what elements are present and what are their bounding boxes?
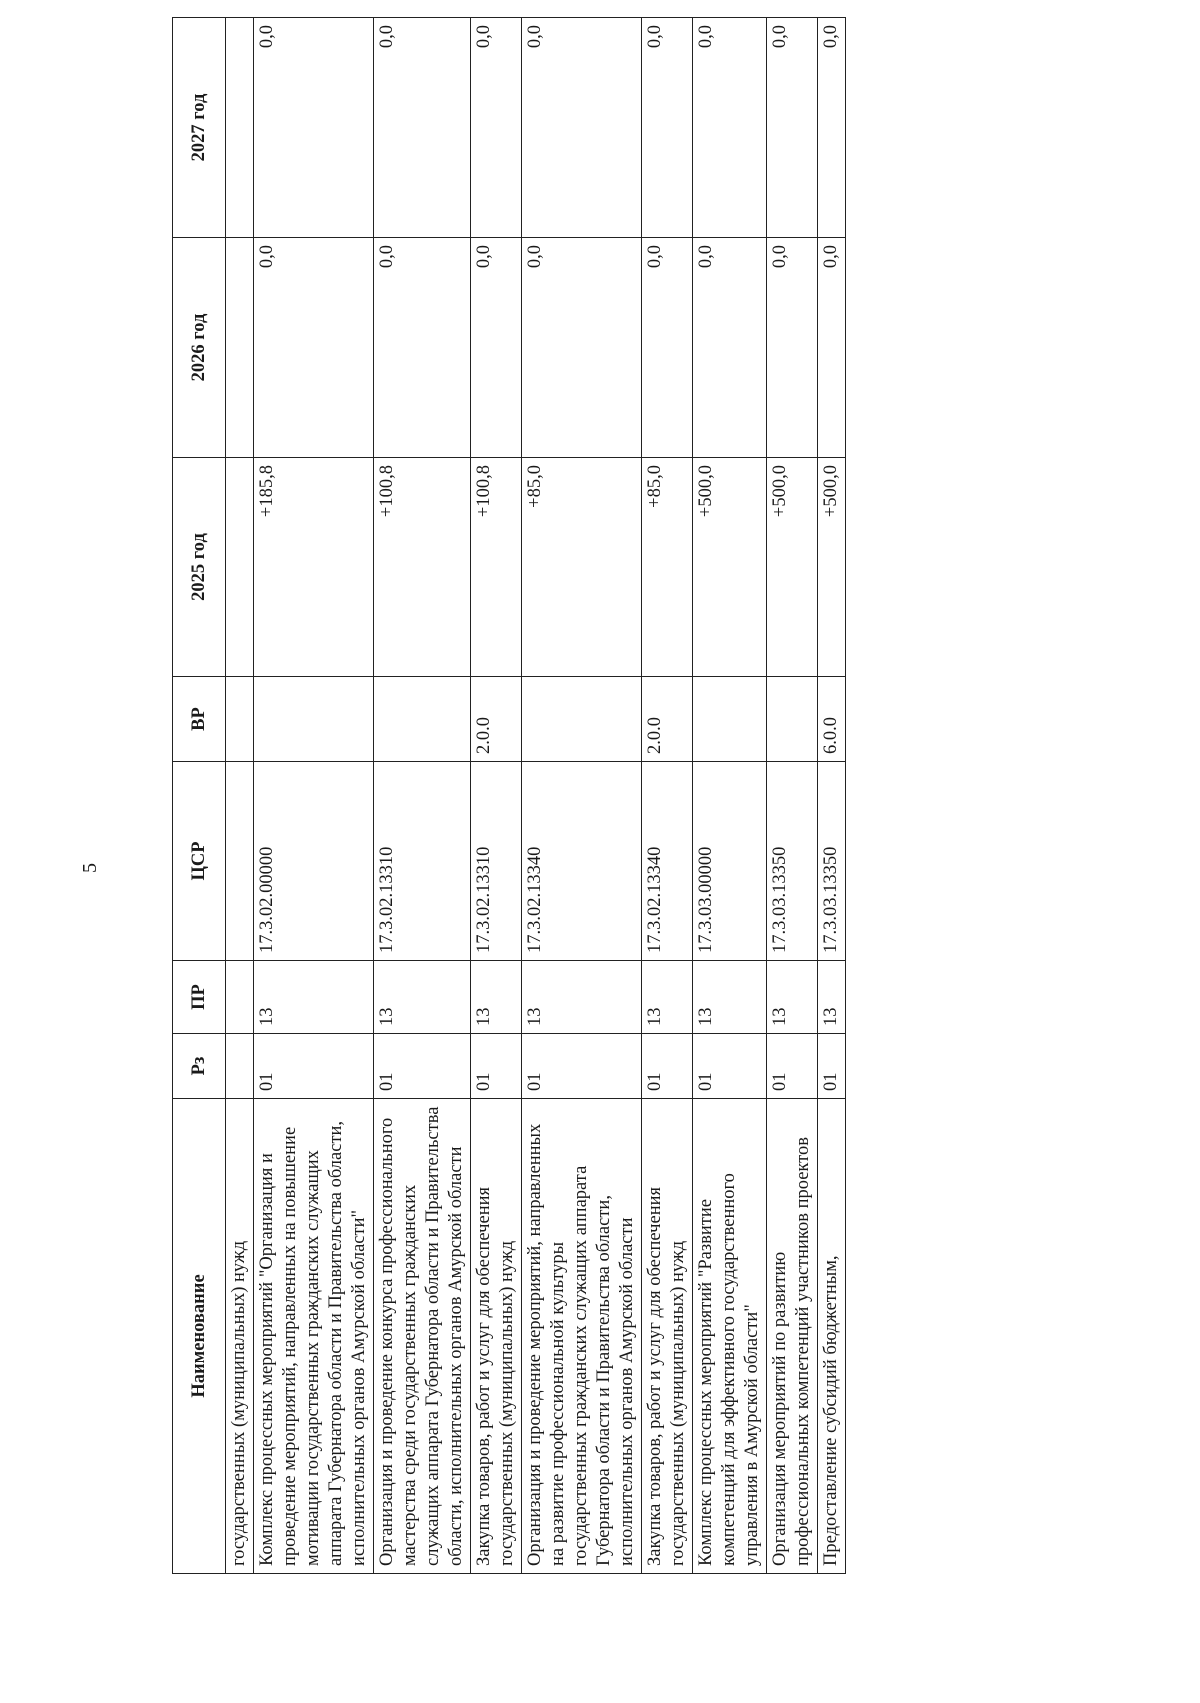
cell-rz: 01 [254, 1034, 374, 1099]
cell-csr: 17.3.03.00000 [693, 762, 767, 961]
cell-2026: 0,0 [693, 238, 767, 458]
cell-pr: 13 [522, 961, 642, 1034]
cell-csr: 17.3.03.13350 [818, 762, 846, 961]
header-vr: ВР [173, 677, 226, 762]
cell-2026: 0,0 [522, 238, 642, 458]
header-2026: 2026 год [173, 238, 226, 458]
cell-2027: 0,0 [642, 18, 693, 238]
table-row [471, 18, 522, 1574]
cell-2027: 0,0 [471, 18, 522, 238]
cell-2027: 0,0 [767, 18, 818, 238]
cell-pr: 13 [642, 961, 693, 1034]
rotated-table-container [172, 25, 1120, 1574]
cell-2025: +85,0 [522, 458, 642, 677]
cell-2025: +500,0 [818, 458, 846, 677]
header-2025: 2025 год [173, 458, 226, 677]
cell-2025: +100,8 [374, 458, 471, 677]
cell-2026: 0,0 [254, 238, 374, 458]
cell-rz: 01 [693, 1034, 767, 1099]
cell-vr [767, 677, 818, 762]
table-row [374, 18, 471, 1574]
cell-2025: +500,0 [767, 458, 818, 677]
cell-2026: 0,0 [767, 238, 818, 458]
cell-pr: 13 [767, 961, 818, 1034]
cell-pr: 13 [818, 961, 846, 1034]
cell-2026: 0,0 [818, 238, 846, 458]
header-csr: ЦСР [173, 762, 226, 961]
cell-csr: 17.3.02.13340 [522, 762, 642, 961]
cell-rz: 01 [374, 1034, 471, 1099]
header-rz: Рз [173, 1034, 226, 1099]
cell-2026: 0,0 [374, 238, 471, 458]
cell-rz: 01 [767, 1034, 818, 1099]
cell-name: Комплекс процессных мероприятий "Организация и проведение мероприятий, направленных на повышение мотивации государственных гражданских служащих аппарата Губернатора области и Правительства области, исполнительных органов Амурской области" [254, 1099, 374, 1574]
cell-2027: 0,0 [374, 18, 471, 238]
table-row [642, 18, 693, 1574]
header-pr: ПР [173, 961, 226, 1034]
cell-2026: 0,0 [642, 238, 693, 458]
cell-name: Закупка товаров, работ и услуг для обеспечения государственных (муниципальных) нужд [471, 1099, 522, 1574]
header-row [173, 18, 226, 1574]
cell-name: Предоставление субсидий бюджетным, [818, 1099, 846, 1574]
cell-2027: 0,0 [522, 18, 642, 238]
table-row [693, 18, 767, 1574]
cell-vr [522, 677, 642, 762]
cell-pr [226, 961, 254, 1034]
cell-csr: 17.3.02.13310 [471, 762, 522, 961]
cell-csr: 17.3.02.13310 [374, 762, 471, 961]
cell-2025: +100,8 [471, 458, 522, 677]
cell-rz: 01 [471, 1034, 522, 1099]
cell-csr: 17.3.03.13350 [767, 762, 818, 961]
cell-2026 [226, 238, 254, 458]
cell-csr [226, 762, 254, 961]
cell-name: Организация и проведение мероприятий, направленных на развитие профессиональной культуры государственных гражданских служащих аппарата Губернатора области и Правительства области, исполнительных органов Амурской области [522, 1099, 642, 1574]
cell-rz: 01 [818, 1034, 846, 1099]
cell-vr [254, 677, 374, 762]
cell-name: Организация мероприятий по развитию профессиональных компетенций участников проектов [767, 1099, 818, 1574]
cell-2027: 0,0 [254, 18, 374, 238]
cell-2027 [226, 18, 254, 238]
cell-vr [226, 677, 254, 762]
table-body [226, 18, 846, 1574]
cell-rz: 01 [522, 1034, 642, 1099]
cell-vr [693, 677, 767, 762]
cell-2025: +85,0 [642, 458, 693, 677]
header-name: Наименование [173, 1099, 226, 1574]
cell-vr: 6.0.0 [818, 677, 846, 762]
cell-csr: 17.3.02.13340 [642, 762, 693, 961]
cell-2026: 0,0 [471, 238, 522, 458]
cell-vr: 2.0.0 [471, 677, 522, 762]
cell-rz [226, 1034, 254, 1099]
cell-pr: 13 [693, 961, 767, 1034]
table-row [522, 18, 642, 1574]
cell-csr: 17.3.02.00000 [254, 762, 374, 961]
cell-name: Закупка товаров, работ и услуг для обеспечения государственных (муниципальных) нужд [642, 1099, 693, 1574]
cell-name: Комплекс процессных мероприятий "Развитие компетенций для эффективного государственного управления в Амурской области" [693, 1099, 767, 1574]
cell-2025: +185,8 [254, 458, 374, 677]
cell-name: государственных (муниципальных) нужд [226, 1099, 254, 1574]
cell-vr [374, 677, 471, 762]
header-2027: 2027 год [173, 18, 226, 238]
table-row [818, 18, 846, 1574]
cell-pr: 13 [471, 961, 522, 1034]
table-header [173, 18, 226, 1574]
cell-2027: 0,0 [693, 18, 767, 238]
cell-pr: 13 [254, 961, 374, 1034]
table-row [767, 18, 818, 1574]
cell-pr: 13 [374, 961, 471, 1034]
table-row [226, 18, 254, 1574]
table-row [254, 18, 374, 1574]
page-number: 5 [79, 863, 101, 873]
cell-name: Организация и проведение конкурса профессионального мастерства среди государственных гражданских служащих аппарата Губернатора области и Правительства области, исполнительных органов Амурской области [374, 1099, 471, 1574]
cell-2025: +500,0 [693, 458, 767, 677]
budget-table [172, 17, 846, 1574]
cell-rz: 01 [642, 1034, 693, 1099]
cell-vr: 2.0.0 [642, 677, 693, 762]
cell-2025 [226, 458, 254, 677]
cell-2027: 0,0 [818, 18, 846, 238]
